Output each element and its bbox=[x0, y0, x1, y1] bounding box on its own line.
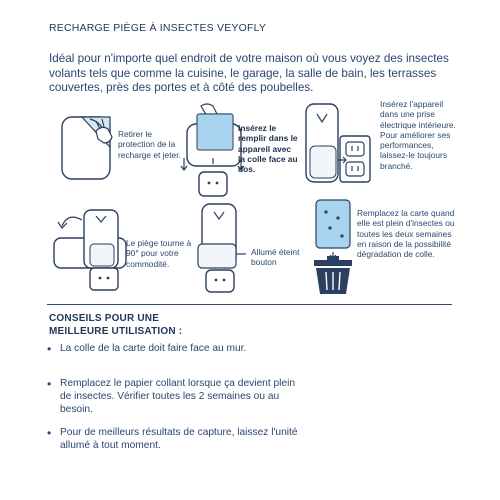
step-button-caption: Allumé éteint bouton bbox=[251, 247, 300, 268]
bullet-icon: • bbox=[47, 426, 52, 440]
tip-item: • Pour de meilleurs résultats de capture, laissez l'unité allumé à tout moment. bbox=[47, 426, 298, 451]
rotate-illustration bbox=[52, 202, 126, 292]
bullet-icon: • bbox=[47, 377, 52, 391]
power-button-illustration bbox=[196, 200, 248, 292]
tip-item: • La colle de la carte doit faire face au mur. bbox=[47, 342, 247, 356]
step-remove-caption: Retirer le protection de la recharge et jeter. bbox=[118, 129, 181, 160]
plug-in-illustration bbox=[302, 100, 372, 190]
trash-bin-icon bbox=[314, 256, 352, 294]
tip-item: • Remplacez le papier collant lorsque ça devient plein de insectes. Vérifier toutes les 2 semaines ou au besoin. bbox=[47, 377, 296, 415]
peel-protection-illustration bbox=[60, 113, 120, 183]
insert-card-illustration bbox=[183, 104, 243, 196]
intro-paragraph: Idéal pour n'importe quel endroit de votre maison où vous voyez des insectes volants tels que comme la cuisine, le garage, la salle de bain, les terrasses couvertes, près des portes et à côté des poubelles. bbox=[49, 52, 449, 94]
step-plug-caption: Insérez l'appareil dans une prise électrique intérieure. Pour améliorer ses performances, laissez-le toujours branché. bbox=[380, 99, 456, 171]
replace-card-illustration bbox=[300, 198, 358, 294]
step-insert-caption: Insérez le remplir dans le appareil avec la colle face au dos. bbox=[238, 123, 298, 175]
page-title: RECHARGE PIÈGE À INSECTES VEYOFLY bbox=[49, 22, 267, 34]
bullet-icon: • bbox=[47, 342, 52, 356]
section-divider bbox=[47, 304, 452, 305]
sticky-card-icon bbox=[316, 200, 350, 248]
tips-heading: CONSEILS POUR UNE MEILLEURE UTILISATION : bbox=[49, 313, 183, 337]
step-replace-caption: Remplacez la carte quand elle est plein d'insectes ou toutes les deux semaines en raison de la possibilité dégradation de colle. bbox=[357, 208, 455, 260]
step-rotate-caption: Le piège tourne à 90° pour votre commodité. bbox=[126, 238, 192, 269]
power-outlet-icon bbox=[199, 172, 227, 196]
